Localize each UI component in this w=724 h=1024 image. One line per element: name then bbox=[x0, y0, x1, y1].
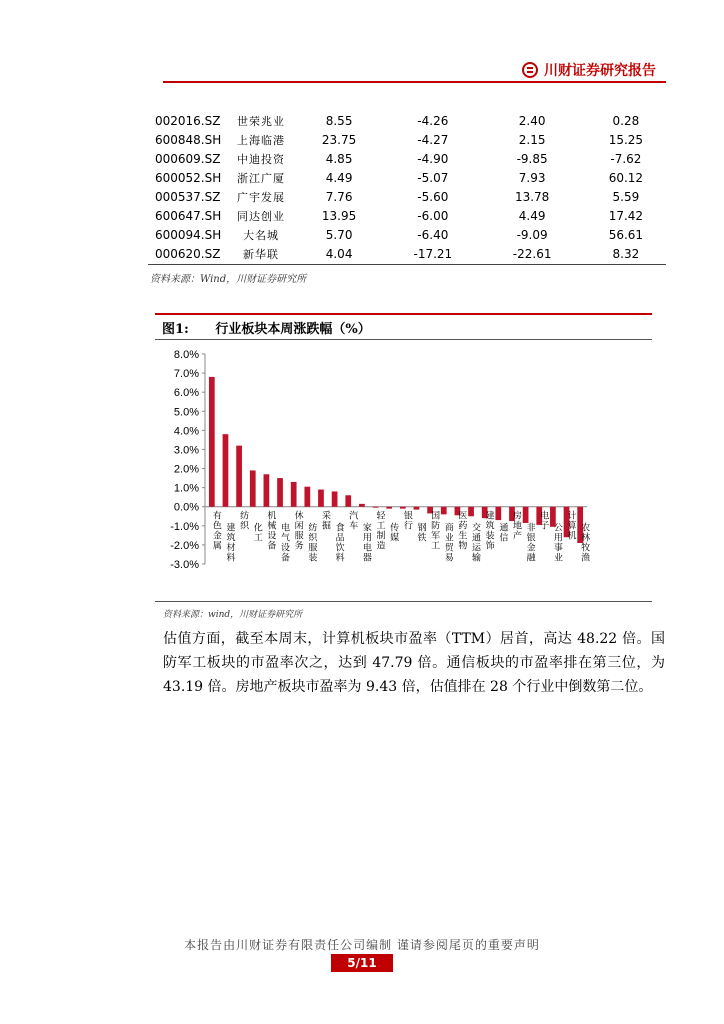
bar bbox=[345, 495, 351, 506]
cell-name: 新华联 bbox=[243, 247, 279, 261]
table-bottom-rule bbox=[148, 264, 666, 265]
bar bbox=[468, 507, 474, 517]
page-number: 5/11 bbox=[331, 954, 393, 972]
bar bbox=[373, 507, 379, 508]
cell-month: 7.93 bbox=[518, 171, 546, 186]
bar bbox=[223, 434, 229, 507]
table-source-note: 资料来源：Wind，川财证券研究所 bbox=[150, 274, 307, 285]
x-category-label: 传媒 bbox=[388, 522, 399, 543]
cell-price: 8.55 bbox=[325, 114, 353, 129]
cell-code: 600848.SH bbox=[155, 133, 222, 148]
cell-week: -4.26 bbox=[417, 114, 449, 129]
y-tick-label: -3.0% bbox=[170, 559, 199, 571]
valuation-paragraph: 估值方面，截至本周末，计算机板块市盈率（TTM）居首，高达 48.22 倍。国防军工板块的市盈率次之，达到 47.79 倍。通信板块的市盈率排在第三位，为 43.19 倍。房地产板块市盈率为 9.43 倍，估值排在 28 个行业中倒数第二位。 bbox=[163, 631, 665, 695]
cell-name: 浙江广厦 bbox=[237, 172, 285, 186]
table-row bbox=[155, 206, 670, 225]
cell-price: 5.70 bbox=[325, 227, 353, 242]
cell-week: -17.21 bbox=[413, 246, 453, 261]
bar bbox=[359, 504, 365, 507]
y-tick-label: -1.0% bbox=[170, 520, 199, 533]
brand-name: 川财证券研究报告 bbox=[544, 63, 656, 79]
table-row bbox=[155, 131, 670, 150]
x-category-label: 采掘 bbox=[319, 510, 330, 531]
cell-price: 13.95 bbox=[321, 208, 357, 223]
y-tick-label: 2.0% bbox=[173, 463, 199, 476]
cell-price: 4.49 bbox=[325, 171, 353, 186]
bar bbox=[495, 507, 501, 520]
header-rule bbox=[163, 81, 666, 83]
x-category-label: 家用电器 bbox=[360, 522, 371, 563]
cell-week: -6.00 bbox=[417, 208, 449, 223]
cell-year: 17.42 bbox=[608, 208, 644, 223]
x-category-label: 建筑装饰 bbox=[483, 510, 494, 551]
cell-month: -9.85 bbox=[516, 152, 548, 167]
x-category-label: 公用事业 bbox=[551, 522, 562, 563]
x-category-label: 化工 bbox=[251, 522, 262, 543]
y-tick-label: 5.0% bbox=[173, 406, 199, 419]
x-category-label: 计算机 bbox=[565, 510, 576, 541]
bar bbox=[414, 507, 420, 510]
x-category-label: 机械设备 bbox=[265, 510, 276, 551]
x-category-label: 电子 bbox=[538, 510, 549, 531]
bar bbox=[441, 507, 447, 515]
cell-name: 世荣兆业 bbox=[237, 115, 285, 129]
figure-title bbox=[162, 318, 371, 337]
table-row bbox=[155, 225, 670, 244]
cell-week: -5.07 bbox=[417, 171, 449, 186]
cell-name: 上海临港 bbox=[237, 134, 285, 148]
cell-year: 0.28 bbox=[612, 114, 640, 129]
x-category-label: 钢铁 bbox=[415, 522, 426, 543]
industry-weekly-change-chart bbox=[155, 342, 652, 600]
x-category-label: 房地产 bbox=[510, 510, 521, 541]
table-row bbox=[155, 169, 670, 188]
figure-title-rule bbox=[155, 339, 652, 340]
x-category-label: 医药生物 bbox=[456, 510, 467, 551]
table-row bbox=[155, 244, 670, 263]
y-tick-label: -2.0% bbox=[170, 539, 199, 552]
figure-top-rule bbox=[155, 313, 652, 315]
x-category-label: 食品饮料 bbox=[333, 522, 344, 563]
x-category-label: 汽车 bbox=[347, 510, 358, 531]
bar bbox=[264, 474, 270, 506]
figure-number: 图1: bbox=[162, 322, 189, 337]
cell-month: 13.78 bbox=[514, 190, 550, 204]
figure-bottom-rule bbox=[155, 601, 652, 602]
bar bbox=[318, 490, 324, 507]
y-tick-label: 3.0% bbox=[173, 444, 199, 457]
bar bbox=[386, 507, 392, 509]
cell-code: 000537.SZ bbox=[155, 190, 221, 204]
cell-week: -4.27 bbox=[417, 133, 449, 148]
bar bbox=[400, 507, 406, 509]
cell-code: 000609.SZ bbox=[155, 152, 221, 167]
y-tick-label: 8.0% bbox=[173, 349, 199, 361]
cell-year: 15.25 bbox=[608, 133, 644, 148]
x-category-label: 交通运输 bbox=[470, 522, 481, 563]
cell-code: 600052.SH bbox=[155, 171, 222, 186]
cell-year: 8.32 bbox=[612, 246, 640, 261]
footer-disclaimer: 本报告由川财证券有限责任公司编制 谨请参阅尾页的重要声明 bbox=[184, 938, 540, 952]
bar bbox=[277, 478, 283, 507]
bar bbox=[250, 470, 256, 506]
y-tick-label: 6.0% bbox=[173, 387, 199, 400]
cell-price: 23.75 bbox=[321, 133, 357, 148]
bar bbox=[209, 377, 215, 507]
cell-name: 广宇发展 bbox=[237, 191, 285, 204]
x-category-label: 商业贸易 bbox=[442, 522, 453, 563]
cell-year: 56.61 bbox=[608, 227, 644, 242]
x-category-label: 纺织 bbox=[238, 510, 249, 531]
bar bbox=[291, 482, 297, 507]
table-row bbox=[155, 150, 670, 169]
x-category-label: 休闲服务 bbox=[292, 510, 303, 551]
figure-source-note: 资料来源：wind，川财证券研究所 bbox=[163, 610, 303, 620]
y-tick-label: 0.0% bbox=[173, 501, 199, 514]
cell-month: 2.40 bbox=[518, 114, 546, 129]
x-category-label: 轻工制造 bbox=[374, 510, 385, 551]
table-row bbox=[155, 188, 670, 207]
x-category-label: 有色金属 bbox=[210, 510, 221, 551]
x-category-label: 通信 bbox=[497, 522, 508, 543]
cell-month: 4.49 bbox=[518, 208, 546, 223]
y-tick-label: 1.0% bbox=[173, 482, 199, 495]
cell-name: 中迪投资 bbox=[237, 153, 285, 167]
cell-month: -9.09 bbox=[516, 227, 548, 242]
cell-price: 4.04 bbox=[325, 246, 353, 261]
bar bbox=[236, 446, 242, 507]
bar bbox=[304, 487, 310, 507]
cell-price: 4.85 bbox=[325, 152, 353, 167]
x-category-label: 纺织服装 bbox=[306, 522, 317, 563]
x-category-label: 非银金融 bbox=[524, 522, 535, 563]
cell-name: 同达创业 bbox=[237, 209, 285, 223]
x-category-label: 建筑材料 bbox=[224, 522, 235, 563]
cell-week: -6.40 bbox=[417, 227, 449, 242]
table-row bbox=[155, 112, 670, 131]
cell-name: 大名城 bbox=[243, 228, 279, 242]
x-category-label: 电气设备 bbox=[279, 522, 290, 563]
cell-price: 7.76 bbox=[325, 190, 353, 204]
x-category-label: 农林牧渔 bbox=[579, 522, 590, 563]
x-category-label: 银行 bbox=[401, 510, 412, 531]
y-tick-label: 7.0% bbox=[173, 368, 199, 381]
cell-code: 600094.SH bbox=[155, 227, 222, 242]
cell-week: -4.90 bbox=[417, 152, 449, 167]
cell-month: -22.61 bbox=[512, 246, 552, 261]
figure-caption: 行业板块本周涨跌幅（%） bbox=[215, 322, 371, 337]
cell-year: -7.62 bbox=[610, 152, 642, 167]
cell-year: 60.12 bbox=[608, 171, 644, 186]
bar bbox=[332, 491, 338, 506]
x-category-label: 国防军工 bbox=[429, 510, 440, 551]
cell-code: 002016.SZ bbox=[155, 114, 221, 129]
brand-logo-icon bbox=[522, 62, 538, 78]
cell-week: -5.60 bbox=[417, 190, 449, 204]
stock-table bbox=[155, 112, 670, 263]
cell-month: 2.15 bbox=[518, 133, 546, 148]
bar bbox=[523, 507, 529, 523]
cell-code: 000620.SZ bbox=[155, 246, 221, 261]
y-tick-label: 4.0% bbox=[173, 425, 199, 438]
cell-code: 600647.SH bbox=[155, 208, 222, 223]
brand-header bbox=[522, 60, 656, 80]
cell-year: 5.59 bbox=[612, 190, 640, 204]
